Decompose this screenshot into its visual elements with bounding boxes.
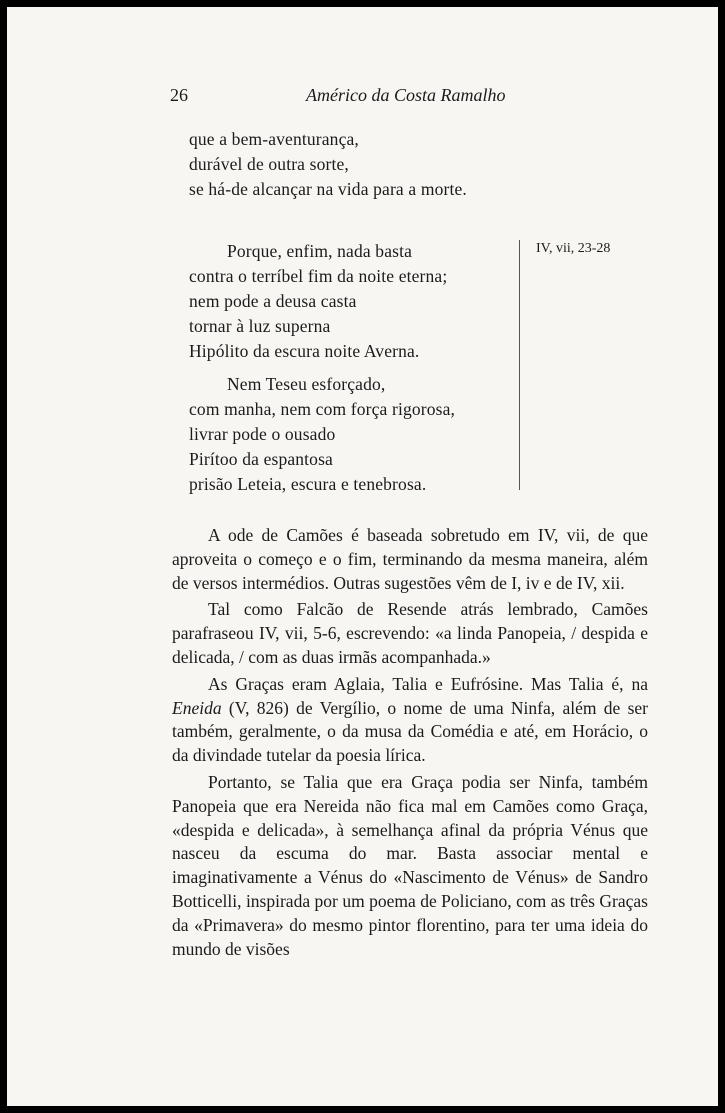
running-title: Américo da Costa Ramalho — [306, 85, 506, 105]
verse-line: Hipólito da escura noite Averna. — [189, 341, 420, 361]
page-header — [7, 85, 718, 109]
verse-line: livrar pode o ousado — [189, 424, 336, 444]
book-page — [7, 7, 718, 1106]
verse-line: Pirítoo da espantosa — [189, 449, 333, 469]
paragraph-text: As Graças eram Aglaia, Talia e Eufrósine. Mas Talia é, na — [208, 673, 648, 694]
verse-stanza-intro — [189, 127, 467, 202]
marginal-reference: IV, vii, 23-28 — [536, 241, 611, 256]
paragraph: Tal como Falcão de Resende atrás lembrado, Camões parafraseou IV, vii, 5-6, escrevendo: «a linda Panopeia, / despida e delicada, / com as duas irmãs acompanhada.» — [172, 599, 648, 667]
verse-line: Porque, enfim, nada basta — [227, 241, 413, 261]
verse-line: Nem Teseu esforçado, — [227, 374, 386, 394]
verse-line: com manha, nem com força rigorosa, — [189, 399, 456, 419]
verse-line: nem pode a deusa casta — [189, 291, 357, 311]
page-number: 26 — [170, 85, 188, 105]
verse-stanza-2 — [189, 372, 455, 497]
verse-line: durável de outra sorte, — [189, 154, 349, 174]
verse-line: que a bem-aventurança, — [189, 129, 359, 149]
paragraph-text: (V, 826) de Vergílio, o nome de uma Ninfa, além de ser também, geralmente, o da musa da Comédia e até, em Horácio, o da divindade tutelar da poesia lírica. — [172, 697, 648, 766]
verse-stanza-1 — [189, 239, 447, 364]
paragraph: A ode de Camões é baseada sobretudo em IV, vii, de que aproveita o começo e o fim, terminando da mesma maneira, além de versos intermédios. Outras sugestões vêm de I, iv e de IV, xii. — [172, 525, 648, 593]
verse-line: contra o terríbel fim da noite eterna; — [189, 266, 448, 286]
book-title-italic: Eneida — [172, 697, 222, 718]
marginal-rule — [519, 240, 520, 490]
paragraph: Portanto, se Talia que era Graça podia ser Ninfa, também Panopeia que era Nereida não fica mal em Camões como Graça, «despida e delicada», à semelhança afinal da própria Vénus que nasceu da escuma do mar. Basta associar mental e imaginativamente a Vénus do «Nascimento de Vénus» de Sandro Botticelli, inspirada por um poema de Policiano, com as três Graças da «Primavera» do mesmo pintor florentino, para ter uma ideia do mundo de visões — [172, 771, 648, 959]
verse-line: tornar à luz superna — [189, 316, 331, 336]
verse-line: se há-de alcançar na vida para a morte. — [189, 179, 467, 199]
verse-line: prisão Leteia, escura e tenebrosa. — [189, 474, 427, 494]
body-text — [172, 524, 648, 964]
paragraph — [172, 673, 648, 768]
